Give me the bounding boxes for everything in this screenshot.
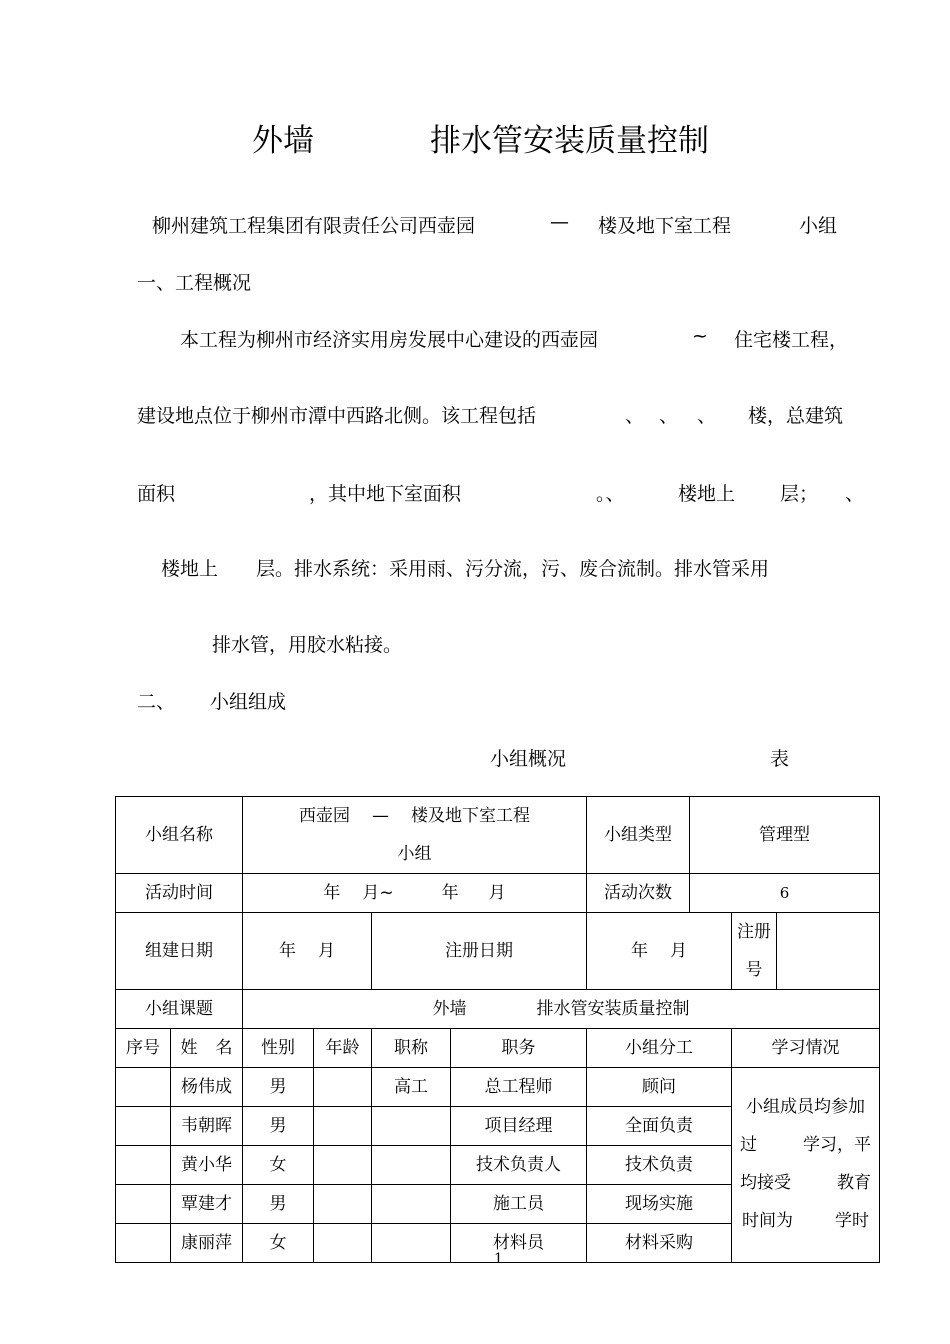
member-title <box>372 1146 451 1185</box>
para-line3-b: ，其中地下室面积 <box>309 483 462 505</box>
para-line3-d: 楼地上 <box>678 483 736 505</box>
member-name: 韦朝晖 <box>171 1107 243 1146</box>
header-name-b: 名 <box>215 1038 233 1058</box>
member-title <box>372 1185 451 1224</box>
subtitle-group: 小组 <box>799 215 838 237</box>
activity-year-start: 年 <box>323 883 341 903</box>
member-duty: 材料采购 <box>587 1224 732 1263</box>
para-line2-b: 、 <box>625 405 645 427</box>
register-month: 月 <box>670 941 687 961</box>
member-gender: 男 <box>243 1107 314 1146</box>
para-line1-c: 住宅楼工程， <box>734 329 849 351</box>
member-position: 项目经理 <box>451 1107 587 1146</box>
founded-year: 年 <box>279 941 296 961</box>
activity-time-label: 活动时间 <box>116 874 243 913</box>
para-line1-a: 本工程为柳州市经济实用房发展中心建设的西壶园 <box>180 329 599 351</box>
section1-heading: 一、工程概况 <box>137 272 252 294</box>
register-date-label: 注册日期 <box>372 913 587 990</box>
member-age <box>314 1107 372 1146</box>
activity-month-end: 月 <box>488 883 506 903</box>
member-seq <box>116 1068 171 1107</box>
member-seq <box>116 1107 171 1146</box>
member-duty: 全面负责 <box>587 1107 732 1146</box>
header-age: 年龄 <box>314 1029 372 1068</box>
section2-heading-text: 小组组成 <box>210 691 287 713</box>
activity-month-start: 月~ <box>362 883 394 903</box>
group-name-value <box>243 797 587 874</box>
study-status <box>732 1068 880 1263</box>
register-date-value <box>587 913 732 990</box>
para-line4-a: 楼地上 <box>161 558 219 580</box>
member-title: 高工 <box>372 1068 451 1107</box>
para-line5: 排水管，用胶水粘接。 <box>212 634 403 656</box>
member-name: 康丽萍 <box>171 1224 243 1263</box>
para-line3-a: 面积 <box>137 483 176 505</box>
header-name <box>171 1029 243 1068</box>
header-position: 职务 <box>451 1029 587 1068</box>
member-position: 施工员 <box>451 1185 587 1224</box>
member-title <box>372 1107 451 1146</box>
member-age <box>314 1068 372 1107</box>
member-position: 技术负责人 <box>451 1146 587 1185</box>
section2-heading-number: 二、 <box>137 691 176 713</box>
subtitle-company: 柳州建筑工程集团有限责任公司西壶园 <box>152 215 476 237</box>
header-name-a: 姓 <box>180 1038 198 1058</box>
member-gender: 男 <box>243 1185 314 1224</box>
register-year: 年 <box>631 941 648 961</box>
study-line2-b: 学习，平 <box>803 1135 872 1155</box>
para-line3-c: 。、 <box>596 483 625 505</box>
para-line4-b: 层。排水系统：采用雨、污分流，污、废合流制。排水管采用 <box>256 558 770 580</box>
para-line1-b: ~ <box>692 325 708 347</box>
member-position: 材料员 <box>451 1224 587 1263</box>
group-table <box>115 796 880 1263</box>
study-line3-a: 均接受 <box>740 1173 791 1193</box>
founded-month: 月 <box>318 941 335 961</box>
study-line1: 小组成员均参加 <box>746 1097 865 1117</box>
member-duty: 技术负责 <box>587 1146 732 1185</box>
activity-count-value: 6 <box>690 874 880 913</box>
title-left: 外墙 <box>252 123 314 159</box>
member-name: 覃建才 <box>171 1185 243 1224</box>
table-caption-suffix: 表 <box>770 748 790 770</box>
founded-date-value <box>243 913 372 990</box>
member-duty: 现场实施 <box>587 1185 732 1224</box>
study-line4-b: 学时 <box>835 1211 870 1231</box>
member-seq <box>116 1224 171 1263</box>
member-name: 杨伟成 <box>171 1068 243 1107</box>
study-line2-a: 过 <box>740 1135 757 1155</box>
group-name-b: 楼及地下室工程 <box>411 806 530 826</box>
subtitle-project: 楼及地下室工程 <box>598 215 732 237</box>
member-age <box>314 1185 372 1224</box>
subtitle-dash: — <box>550 211 569 233</box>
member-seq <box>116 1185 171 1224</box>
register-number-value <box>777 913 880 990</box>
member-duty: 顾问 <box>587 1068 732 1107</box>
member-gender: 男 <box>243 1068 314 1107</box>
table-row-name <box>116 797 880 874</box>
topic-value <box>243 990 880 1029</box>
activity-time-value <box>243 874 587 913</box>
header-duty: 小组分工 <box>587 1029 732 1068</box>
para-line2-c: 、 <box>659 405 679 427</box>
register-number-label: 注册号 <box>732 913 777 990</box>
group-name-dash: — <box>372 806 389 826</box>
header-title: 职称 <box>372 1029 451 1068</box>
table-row <box>116 1068 880 1107</box>
member-age <box>314 1224 372 1263</box>
member-header-row <box>116 1029 880 1068</box>
header-seq: 序号 <box>116 1029 171 1068</box>
table-row-topic <box>116 990 880 1029</box>
table-row-dates <box>116 913 880 990</box>
para-line2-a: 建设地点位于柳州市潭中西路北侧。该工程包括 <box>137 405 537 427</box>
member-seq <box>116 1146 171 1185</box>
member-title <box>372 1224 451 1263</box>
table-row-activity <box>116 874 880 913</box>
topic-a: 外墙 <box>432 999 467 1019</box>
table-caption: 小组概况 <box>490 748 567 770</box>
study-line4-a: 时间为 <box>742 1211 793 1231</box>
topic-b: 排水管安装质量控制 <box>536 999 690 1019</box>
para-line2-e: 楼，总建筑 <box>748 405 844 427</box>
member-name: 黄小华 <box>171 1146 243 1185</box>
para-line3-f: 、 <box>845 483 865 505</box>
group-name-label: 小组名称 <box>116 797 243 874</box>
activity-count-label: 活动次数 <box>587 874 690 913</box>
activity-year-end: 年 <box>441 883 459 903</box>
group-type-label: 小组类型 <box>587 797 690 874</box>
founded-date-label: 组建日期 <box>116 913 243 990</box>
group-name-a: 西壶园 <box>299 806 350 826</box>
header-study: 学习情况 <box>732 1029 880 1068</box>
para-line2-d: 、 <box>697 405 717 427</box>
header-gender: 性别 <box>243 1029 314 1068</box>
topic-label: 小组课题 <box>116 990 243 1029</box>
group-type-value: 管理型 <box>690 797 880 874</box>
para-line3-e: 层； <box>780 483 819 505</box>
group-name-line2: 小组 <box>397 844 432 864</box>
page-number: 1 <box>494 1251 503 1267</box>
study-line3-b: 教育 <box>837 1173 872 1193</box>
member-gender: 女 <box>243 1224 314 1263</box>
title-right: 排水管安装质量控制 <box>430 123 709 159</box>
member-age <box>314 1146 372 1185</box>
member-gender: 女 <box>243 1146 314 1185</box>
member-position: 总工程师 <box>451 1068 587 1107</box>
